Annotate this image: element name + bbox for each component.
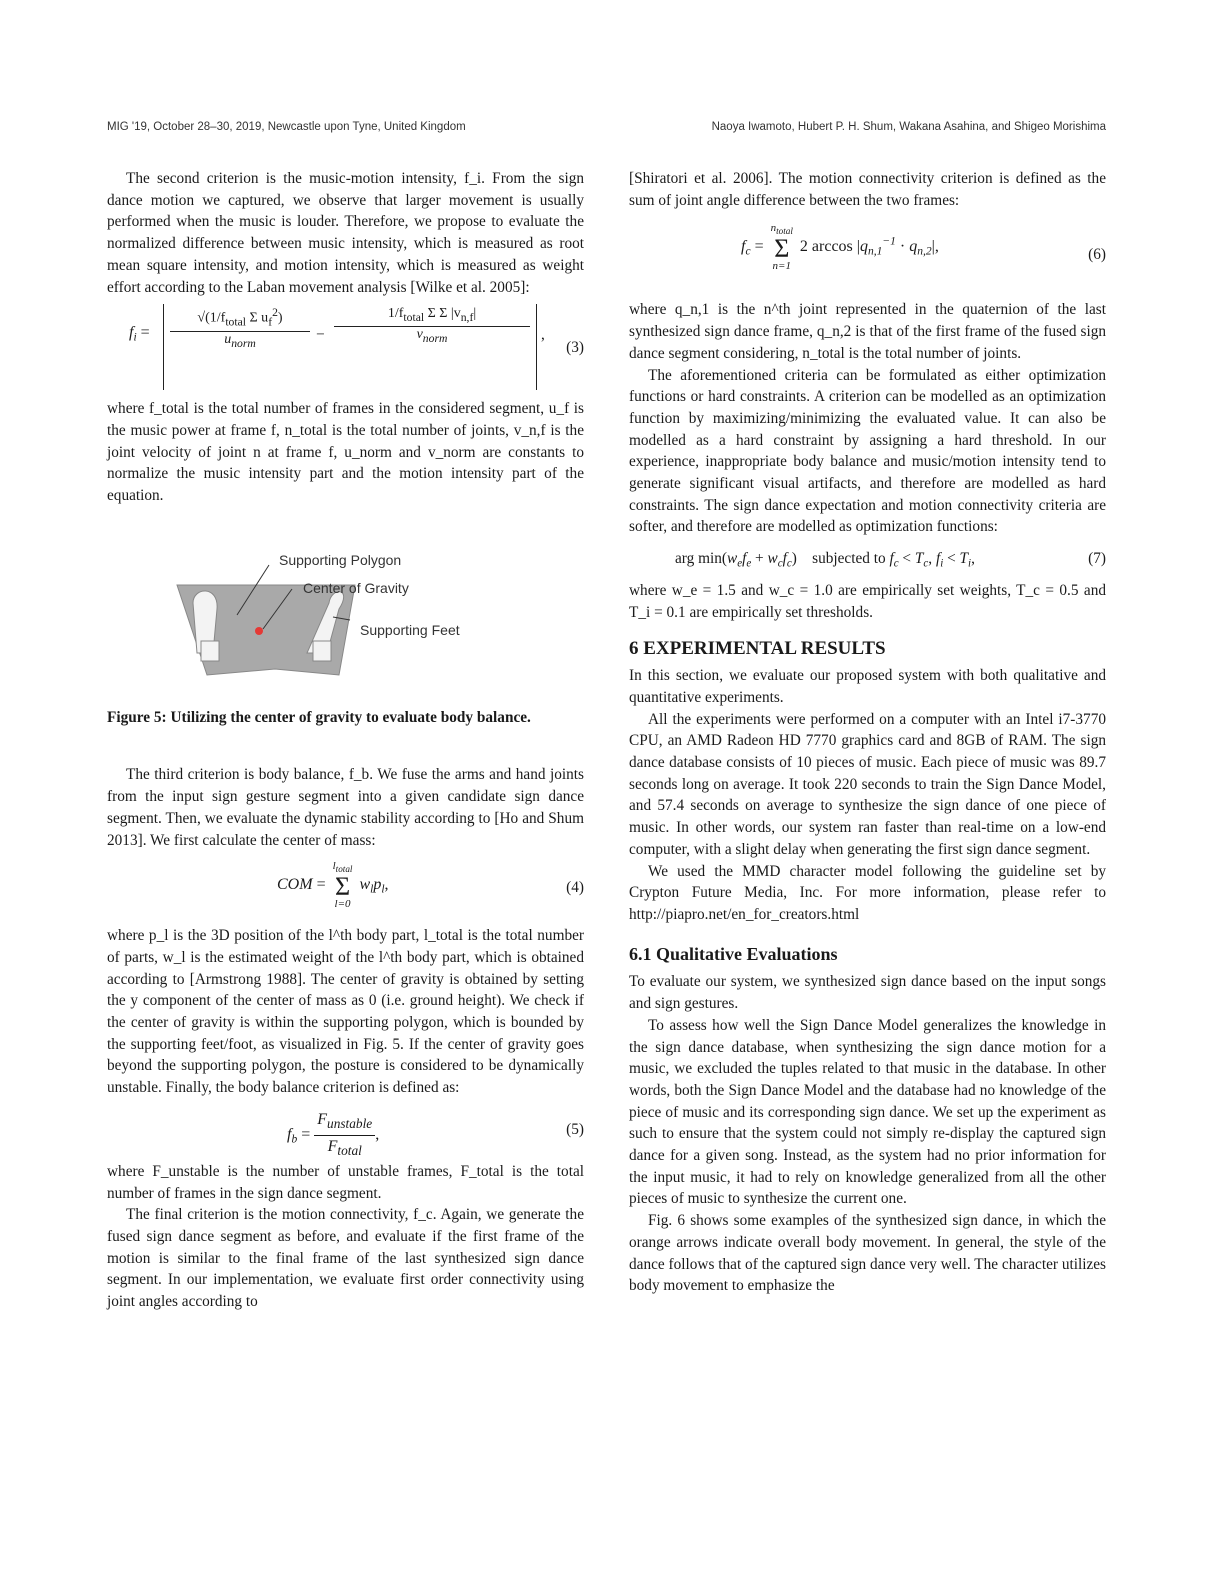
- equation-number: (4): [566, 879, 584, 897]
- paragraph: The aforementioned criteria can be formulated as either optimization functions or hard constraints. A criterion can be modelled as an optimization function by maximizing/minimizing the evaluated value. It can also be modelled as a hard constraint by assigning a hard threshold. In our experience, inappropriate body balance and music/motion intensity tend to generate significant visual artifacts, and therefore are modelled as hard constraints. The sign dance expectation and motion connectivity criteria are softer, and therefore are modelled as optimization functions:: [629, 366, 1106, 536]
- equation-number: (6): [1088, 246, 1106, 264]
- equation-5: $f_b$ = $\frac{F_{unstable}}{F_{total}}$ , (5): [287, 1110, 584, 1158]
- paragraph: We used the MMD character model following the guideline set by Crypton Future Media, Inc. For more information, please refer to http://piapro.net/en_for_creators.html: [629, 862, 1106, 923]
- paragraph: To evaluate our system, we synthesized sign dance based on the input songs and sign gestures.: [629, 973, 1106, 1013]
- figure-label-polygon: Supporting Polygon: [279, 551, 402, 568]
- left-column: [107, 168, 584, 1313]
- equation-number: (7): [1088, 550, 1106, 568]
- equation-7: arg $\min(w_ef_e + w_cf_c)$ subjected to $f_c < T_c$, $f_i < T_i$, (7): [675, 550, 1106, 570]
- paragraph: To assess how well the Sign Dance Model generalizes the knowledge in the sign dance database, when synthesizing the sign dance motion for a music, we excluded the tuples related to that music in the database. In other words, both the Sign Dance Model and the database had no knowledge of the piece of music and its corresponding sign dance. We set up the experiment as such to ensure that the system could not simply re-display the captured sign dance for a given song. Instead, as the system had no prior information for the input music, it had to rely on knowledge generalized from all the other pieces of music to synthesize the current one.: [629, 1016, 1106, 1208]
- figure-label-feet: Supporting Feet: [360, 621, 460, 638]
- paragraph: The final criterion is the motion connectivity, f_c. Again, we generate the fused sign dance segment as before, and evaluate if the first frame of the motion is similar to the final frame of the last synthesized sign dance segment. In our implementation, we evaluate first order connectivity using joint angles according to: [107, 1206, 584, 1311]
- paragraph: where q_n,1 is the n^th joint represented in the quaternion of the last synthesized sign dance frame, q_n,2 is that of the first frame of the fused sign dance segment considering, n_total is the total number of joints.: [629, 301, 1106, 362]
- running-header-left: MIG '19, October 28–30, 2019, Newcastle upon Tyne, United Kingdom: [107, 121, 466, 133]
- paragraph: The second criterion is the music-motion intensity, f_i. From the sign dance motion we captured, we observe that larger movement is usually performed when the music is louder. Therefore, we propose to evaluate the normalized difference between music intensity, which is measured as root mean square intensity, and motion intensity, which is measured as weight effort according to the Laban movement analysis [Wilke et al. 2005]:: [107, 170, 584, 296]
- right-column: [629, 168, 1106, 1297]
- paragraph: where F_unstable is the number of unstable frames, F_total is the total number of frames in the sign dance segment.: [107, 1162, 584, 1202]
- paragraph: Fig. 6 shows some examples of the synthesized sign dance, in which the orange arrows indicate overall body movement. In general, the style of the dance follows that of the captured sign dance very well. The character utilizes body movement to emphasize the: [629, 1212, 1106, 1295]
- paragraph: where p_l is the 3D position of the l^th body part, l_total is the total number of parts, w_l is the estimated weight of the l^th body part, which is obtained according to [Armstrong 1988]. The center of gravity is obtained by setting the y component of the center of mass as 0 (i.e. ground height). We check if the center of gravity is within the supporting polygon, which is bounded by the supporting feet/foot, as visualized in Fig. 5. If the center of gravity goes beyond the supporting polygon, the posture is considered to be dynamically unstable. Finally, the body balance criterion is defined as:: [107, 927, 584, 1097]
- paragraph: where w_e = 1.5 and w_c = 1.0 are empirically set weights, T_c = 0.5 and T_i = 0.1 are empirically set thresholds.: [629, 582, 1106, 621]
- paragraph: [Shiratori et al. 2006]. The motion connectivity criterion is defined as the sum of joint angle difference between the two frames:: [629, 170, 1106, 209]
- support-polygon-diagram: [107, 537, 584, 707]
- paragraph: The third criterion is body balance, f_b. We fuse the arms and hand joints from the input sign gesture segment into a given candidate sign dance segment. Then, we evaluate the dynamic stability according to [Ho and Shum 2013]. We first calculate the center of mass:: [107, 766, 584, 849]
- section-heading: 6 EXPERIMENTAL RESULTS: [629, 637, 886, 659]
- figure-label-cog: Center of Gravity: [303, 579, 409, 596]
- figure-5: [107, 537, 584, 707]
- equation-4: COM = $l_{total}$ Σ l=0 $w_lp_l$, (4): [277, 860, 584, 910]
- equation-3: $f_i$ = $√(1/f_{total}$ Σ $u_f^2$) $u_{norm}$ − $1/f_{total}$ Σ Σ $|v_{n,f}|$ $v_{norm}$ , (3): [107, 304, 584, 392]
- equation-number: (5): [566, 1121, 584, 1139]
- equation-number: (3): [566, 339, 584, 357]
- paragraph: where f_total is the total number of frames in the considered segment, u_f is the music power at frame f, n_total is the total number of joints, v_n,f is the joint velocity of joint n at frame f, u_norm and v_norm are constants to normalize the music intensity part and the motion intensity part of the equation.: [107, 400, 584, 505]
- center-of-gravity-dot: [255, 627, 263, 635]
- equation-6: $f_c$ = $n_{total}$ Σ n=1 2 $\arccos |q_{n,1}^{-1} \cdot q_{n,2}|$, (6): [741, 222, 1106, 272]
- running-header-right: Naoya Iwamoto, Hubert P. H. Shum, Wakana Asahina, and Shigeo Morishima: [711, 121, 1106, 133]
- figure-caption: Figure 5: Utilizing the center of gravity to evaluate body balance.: [107, 708, 531, 726]
- subsection-heading: 6.1 Qualitative Evaluations: [629, 943, 838, 964]
- paragraph: In this section, we evaluate our proposed system with both qualitative and quantitative experiments.: [629, 667, 1106, 706]
- paragraph: All the experiments were performed on a computer with an Intel i7-3770 CPU, an AMD Radeon HD 7770 graphics card and 8GB of RAM. The sign dance database consists of 10 pieces of music. Each piece of music was 89.7 seconds long on average. It took 220 seconds to train the Sign Dance Model, and 57.4 seconds on average to synthesize the sign dance of one piece of music. In other words, our system ran faster than real-time on a low-end computer, with a slight delay when generating the first sign dance segment.: [629, 710, 1106, 858]
